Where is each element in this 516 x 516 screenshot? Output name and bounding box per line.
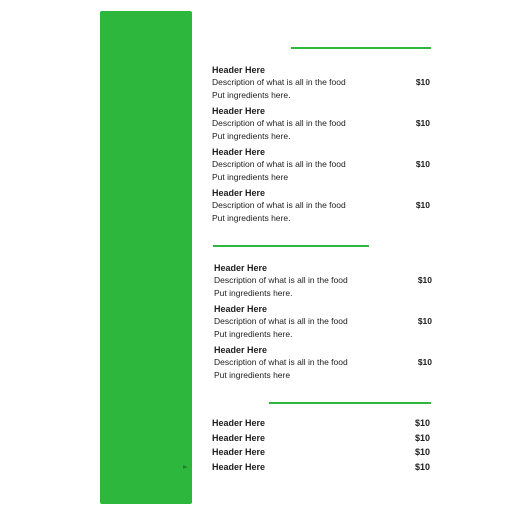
menu-item-header: Header Here — [212, 188, 266, 198]
menu-item — [212, 105, 430, 142]
menu-item — [212, 431, 430, 446]
menu-item-description: Description of what is all in the food — [212, 77, 346, 87]
menu-section-1 — [212, 64, 430, 224]
section-2-divider — [213, 245, 369, 247]
menu-item-header: Header Here — [212, 106, 266, 116]
menu-item-price: $10 — [414, 447, 430, 458]
menu-item-ingredients: Put ingredients here. — [212, 89, 291, 100]
menu-item-description: Description of what is all in the food — [212, 159, 346, 169]
menu-item-ingredients: Put ingredients here. — [212, 212, 291, 223]
menu-item-ingredients: Put ingredients here. — [212, 130, 291, 141]
menu-item-price: $10 — [417, 316, 432, 326]
menu-item-price: $10 — [414, 432, 430, 443]
menu-item-header: Header Here — [212, 432, 266, 443]
menu-section-3 — [212, 416, 430, 475]
menu-item-price: $10 — [415, 118, 430, 128]
menu-item — [212, 460, 430, 475]
menu-item-price: $10 — [415, 77, 430, 87]
menu-item-description: Description of what is all in the food — [214, 316, 348, 326]
menu-item-header: Header Here — [212, 418, 266, 428]
menu-item-description: Description of what is all in the food — [212, 118, 346, 128]
menu-item — [214, 344, 432, 381]
menu-item-ingredients: Put ingredients here — [212, 171, 289, 182]
menu-item — [212, 64, 430, 101]
section-1-divider — [291, 47, 431, 49]
menu-item-ingredients: Put ingredients here. — [214, 287, 293, 298]
menu-item-price: $10 — [415, 159, 430, 169]
menu-item-price: $10 — [417, 357, 432, 367]
menu-item-header: Header Here — [214, 304, 268, 314]
menu-item-header: Header Here — [214, 263, 268, 273]
menu-item-header: Header Here — [212, 447, 266, 458]
menu-item-header: Header Here — [212, 65, 266, 75]
menu-item-description: Description of what is all in the food — [212, 200, 346, 210]
menu-item — [212, 187, 430, 224]
menu-item — [212, 445, 430, 460]
menu-item-ingredients: Put ingredients here — [214, 369, 291, 380]
green-sidebar-band — [100, 11, 192, 504]
menu-item — [214, 262, 432, 299]
menu-item — [212, 416, 430, 431]
menu-item — [212, 146, 430, 183]
menu-item-header: Header Here — [212, 462, 266, 473]
menu-item-description: Description of what is all in the food — [214, 275, 348, 285]
menu-item-ingredients: Put ingredients here. — [214, 328, 293, 339]
section-3-divider — [269, 402, 431, 404]
menu-item-price: $10 — [417, 275, 432, 285]
menu-item-price: $10 — [414, 418, 430, 428]
menu-item — [214, 303, 432, 340]
arrow-marker-icon — [183, 465, 188, 469]
menu-item-header: Header Here — [212, 147, 266, 157]
menu-item-description: Description of what is all in the food — [214, 357, 348, 367]
menu-item-header: Header Here — [214, 345, 268, 355]
menu-item-price: $10 — [414, 462, 430, 473]
menu-item-price: $10 — [415, 200, 430, 210]
menu-section-2 — [214, 262, 432, 381]
